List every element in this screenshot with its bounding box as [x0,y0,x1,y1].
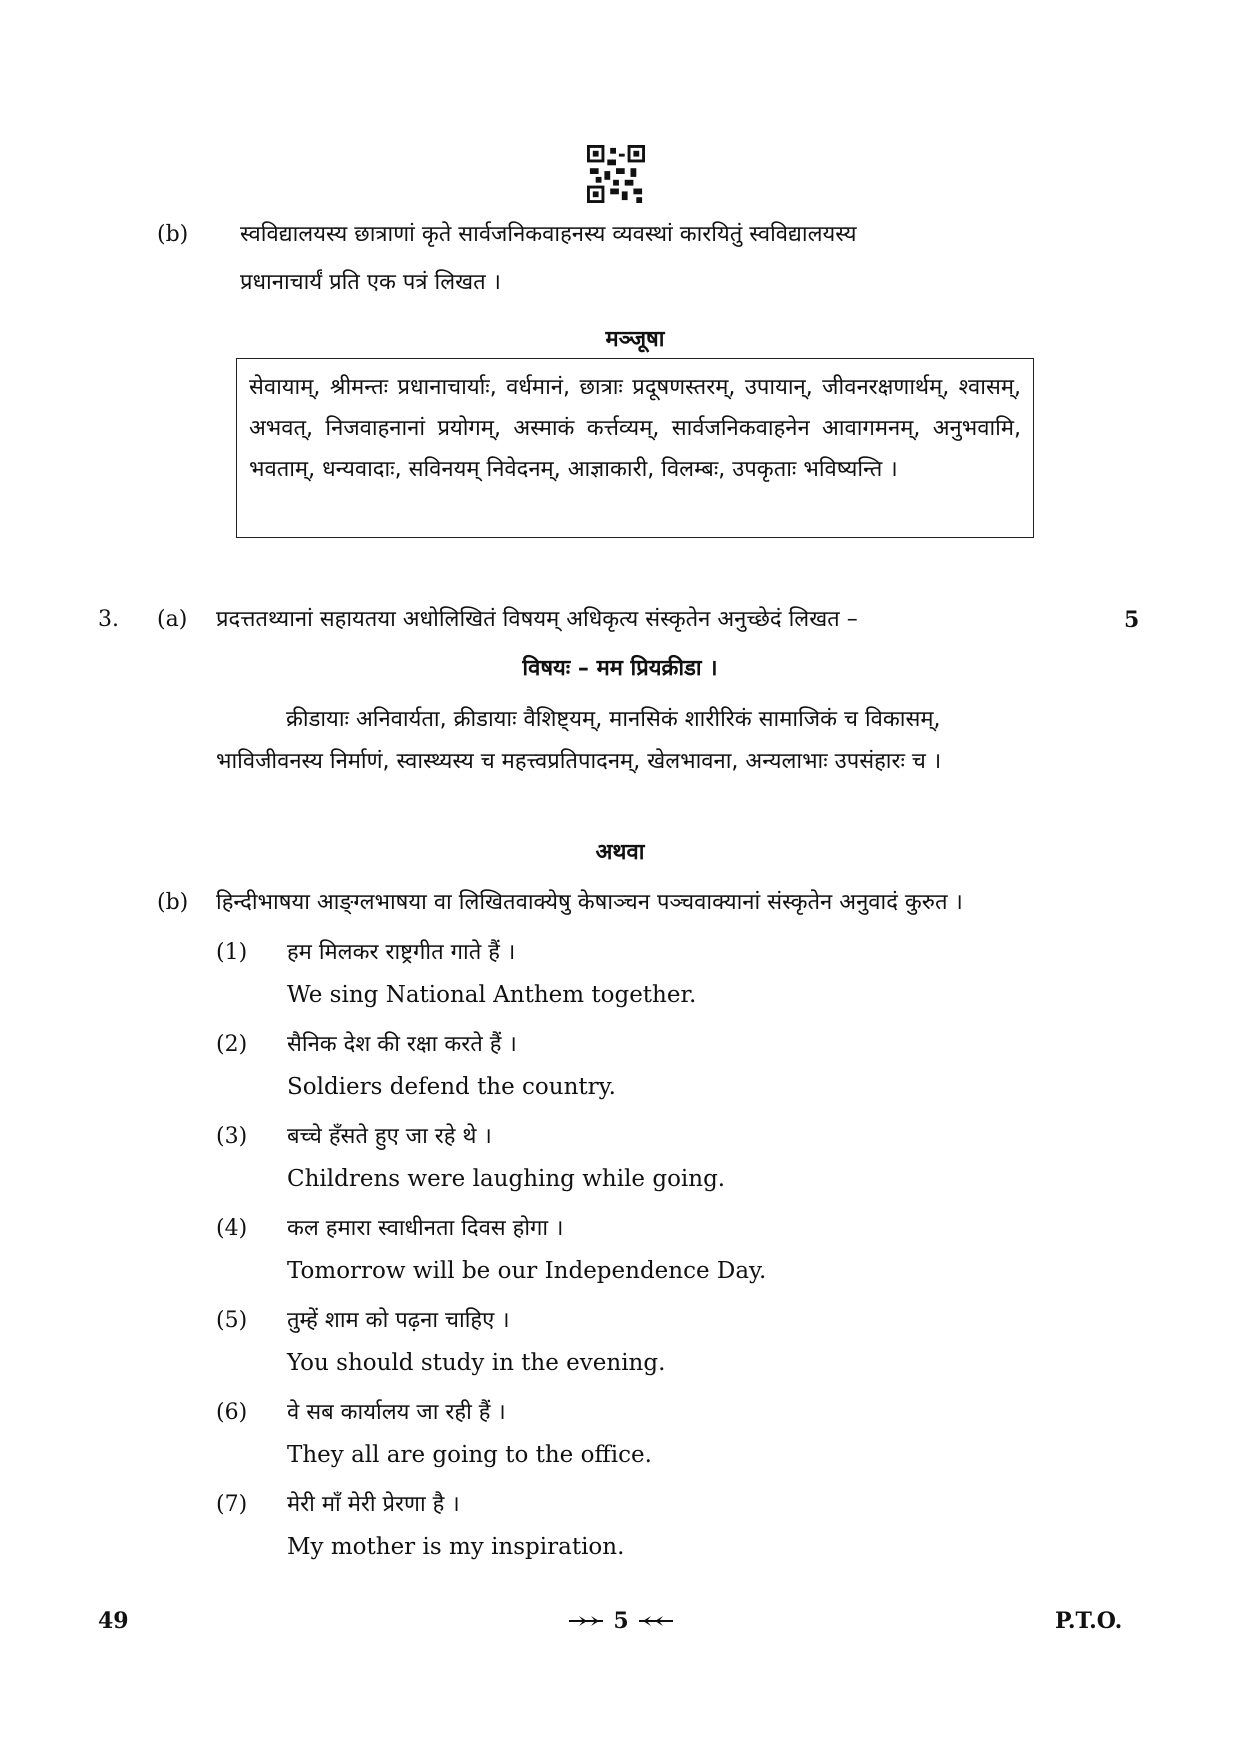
q3a-topic: विषयः – मम प्रियक्रीडा । [522,656,718,681]
q3a-hints-line2: भाविजीवनस्य निर्माणं, स्वास्थ्यस्य च महत्त्वप्रतिपादनम्, खेलभावना, अन्यलाभाः उपसंहारः च । [216,749,942,774]
item-english: Childrens were laughing while going. [287,1166,726,1192]
item-english: They all are going to the office. [287,1442,652,1468]
item-english: My mother is my inspiration. [287,1534,625,1560]
q3a-text: प्रदत्ततथ्यानां सहायतया अधोलिखितं विषयम् अधिकृत्य संस्कृतेन अनुच्छेदं लिखत – [216,607,858,632]
item-english: Soldiers defend the country. [287,1074,616,1100]
item-hindi: हम मिलकर राष्ट्रगीत गाते हैं । [287,940,516,965]
page-number-group [556,1606,686,1636]
item-number: (2) [216,1032,248,1057]
item-number: (5) [216,1308,248,1333]
item-hindi: बच्चे हँसते हुए जा रहे थे । [287,1124,492,1149]
qr-code-icon [586,145,646,203]
right-ornament-icon [637,1614,673,1628]
item-english: Tomorrow will be our Independence Day. [287,1258,767,1284]
item-hindi: कल हमारा स्वाधीनता दिवस होगा । [287,1216,564,1241]
q3b-text: हिन्दीभाषया आङ्ग्लभाषया वा लिखितवाक्येषु केषाञ्चन पञ्चवाक्यानां संस्कृतेन अनुवादं कुरुत । [216,890,963,915]
item-number: (3) [216,1124,248,1149]
item-number: (1) [216,940,248,965]
paper-code: 49 [98,1608,129,1634]
item-number: (7) [216,1492,248,1517]
q2b-label: (b) [157,222,189,247]
item-hindi: सैनिक देश की रक्षा करते हैं । [287,1032,517,1057]
item-number: (6) [216,1400,248,1425]
left-ornament-icon [569,1614,605,1628]
item-english: You should study in the evening. [287,1350,666,1376]
page-number: 5 [613,1608,629,1634]
item-hindi: वे सब कार्यालय जा रही हैं । [287,1400,506,1425]
q2b-line2: प्रधानाचार्यं प्रति एक पत्रं लिखत । [240,270,501,295]
q3-number: 3. [98,607,119,632]
q2b-line1: स्वविद्यालयस्य छात्राणां कृते सार्वजनिकवाहनस्य व्यवस्थां कारयितुं स्वविद्यालयस्य [240,222,857,247]
item-hindi: मेरी माँ मेरी प्रेरणा है । [287,1492,460,1517]
q3a-label: (a) [157,607,188,632]
item-number: (4) [216,1216,248,1241]
manjusha-title: मञ्जूषा [605,327,665,352]
manjusha-box: सेवायाम्, श्रीमन्तः प्रधानाचार्याः, वर्धमानं, छात्राः प्रदूषणस्तरम्, उपायान्, जीवनरक्षणार्थम्, श्वासम्, अभवत्, निजवाहनानां प्रयोगम्, अस्माकं कर्त्तव्यम्, सार्वजनिकवाहनेन आवागमनम्, अनुभवामि, भवताम्, धन्यवादाः, सविनयम् निवेदनम्, आज्ञाकारी, विलम्बः, उपकृताः भविष्यन्ति । [236,358,1034,538]
item-english: We sing National Anthem together. [287,982,697,1008]
or-heading: अथवा [595,840,645,865]
q3a-marks: 5 [1124,607,1140,633]
item-hindi: तुम्हें शाम को पढ़ना चाहिए । [287,1308,510,1333]
q3a-hints-line1: क्रीडायाः अनिवार्यता, क्रीडायाः वैशिष्ट्यम्, मानसिकं शारीरिकं सामाजिकं च विकासम्, [286,707,941,732]
q3b-label: (b) [157,890,189,915]
pto-label: P.T.O. [1055,1608,1123,1634]
